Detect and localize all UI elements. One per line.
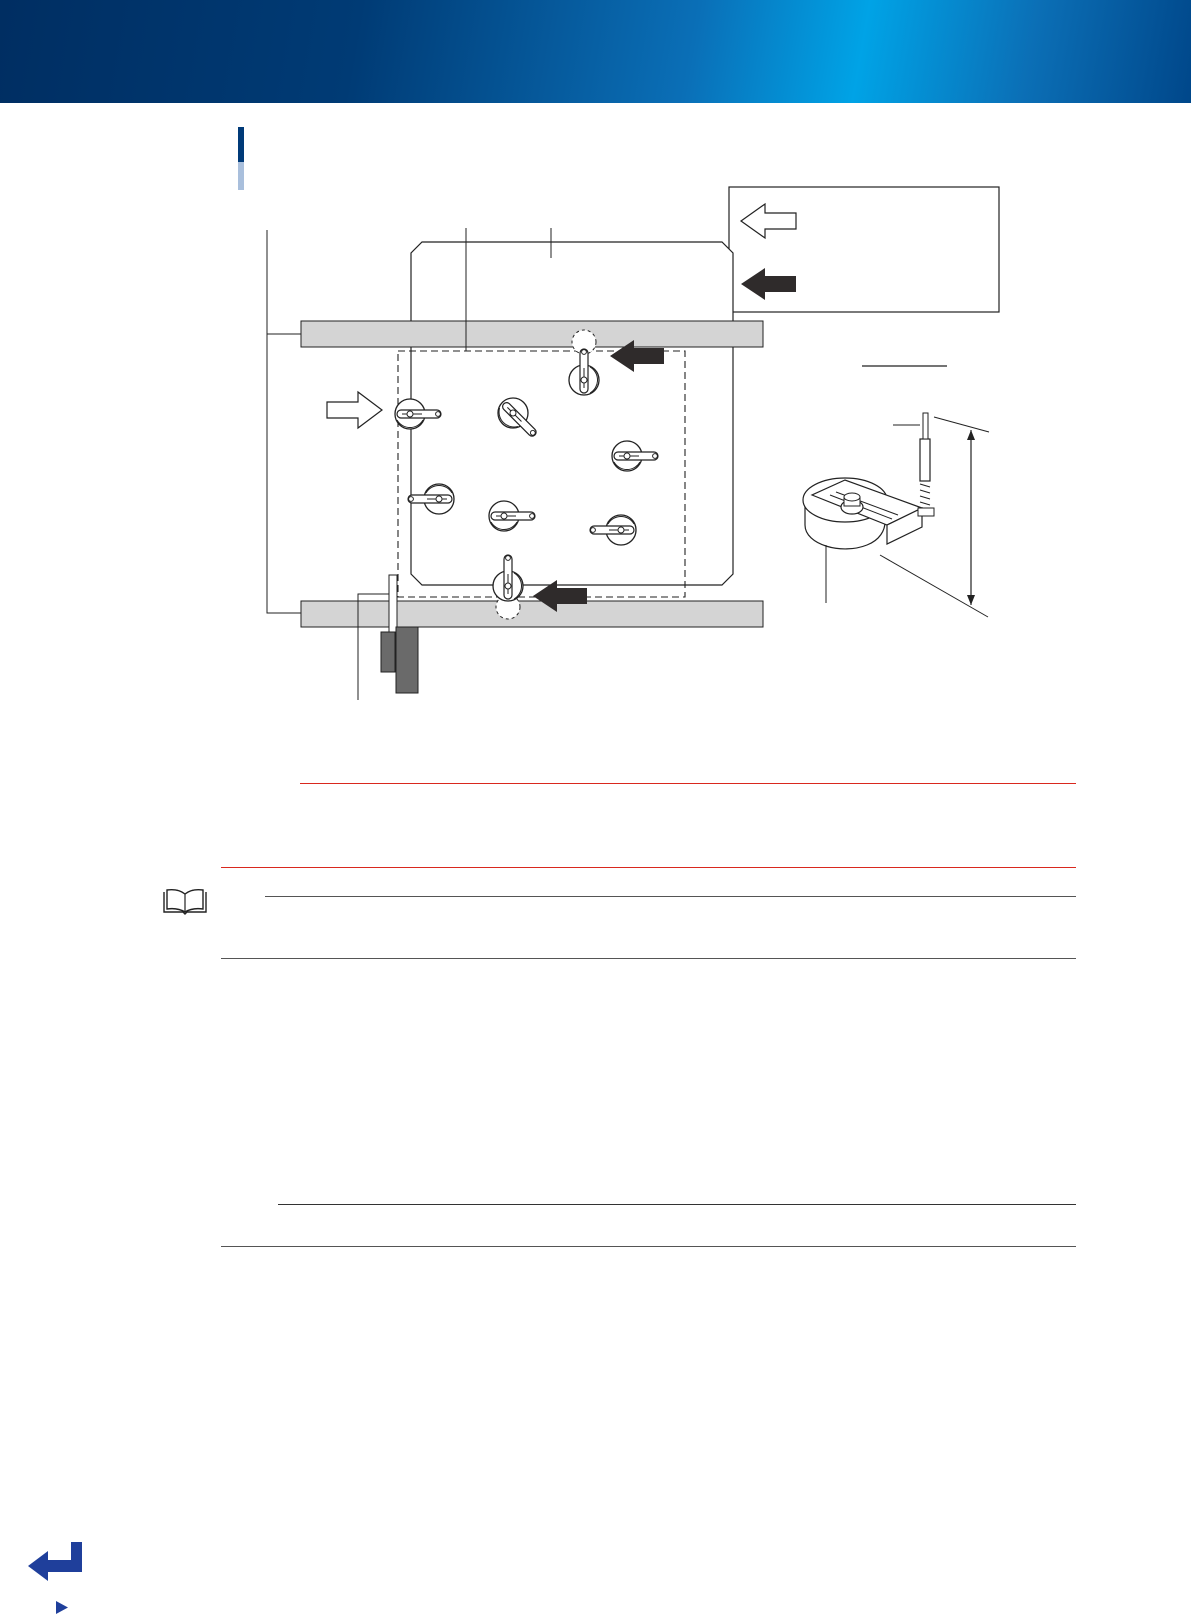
reference-top-rule bbox=[278, 1204, 1076, 1205]
return-arrow-icon[interactable] bbox=[26, 1540, 86, 1582]
roller-placement-diagram bbox=[0, 0, 1191, 720]
insert-arrow-icon bbox=[327, 392, 382, 428]
edge-guide-base bbox=[396, 627, 418, 693]
edge-guide-block bbox=[381, 632, 395, 672]
note-bottom-rule bbox=[221, 958, 1076, 959]
upper-rail bbox=[301, 321, 763, 347]
legend-box bbox=[729, 187, 999, 312]
rail-leader-line bbox=[267, 230, 301, 613]
note-top-rule bbox=[265, 896, 1076, 897]
sheet-outline bbox=[411, 242, 733, 585]
caution-top-rule bbox=[300, 783, 1076, 784]
next-page-icon[interactable] bbox=[56, 1601, 68, 1614]
lower-rail bbox=[301, 601, 763, 627]
caution-bottom-rule bbox=[221, 867, 1076, 868]
book-icon bbox=[162, 888, 208, 916]
roller-detail bbox=[803, 366, 989, 617]
reference-bottom-rule bbox=[221, 1246, 1076, 1247]
